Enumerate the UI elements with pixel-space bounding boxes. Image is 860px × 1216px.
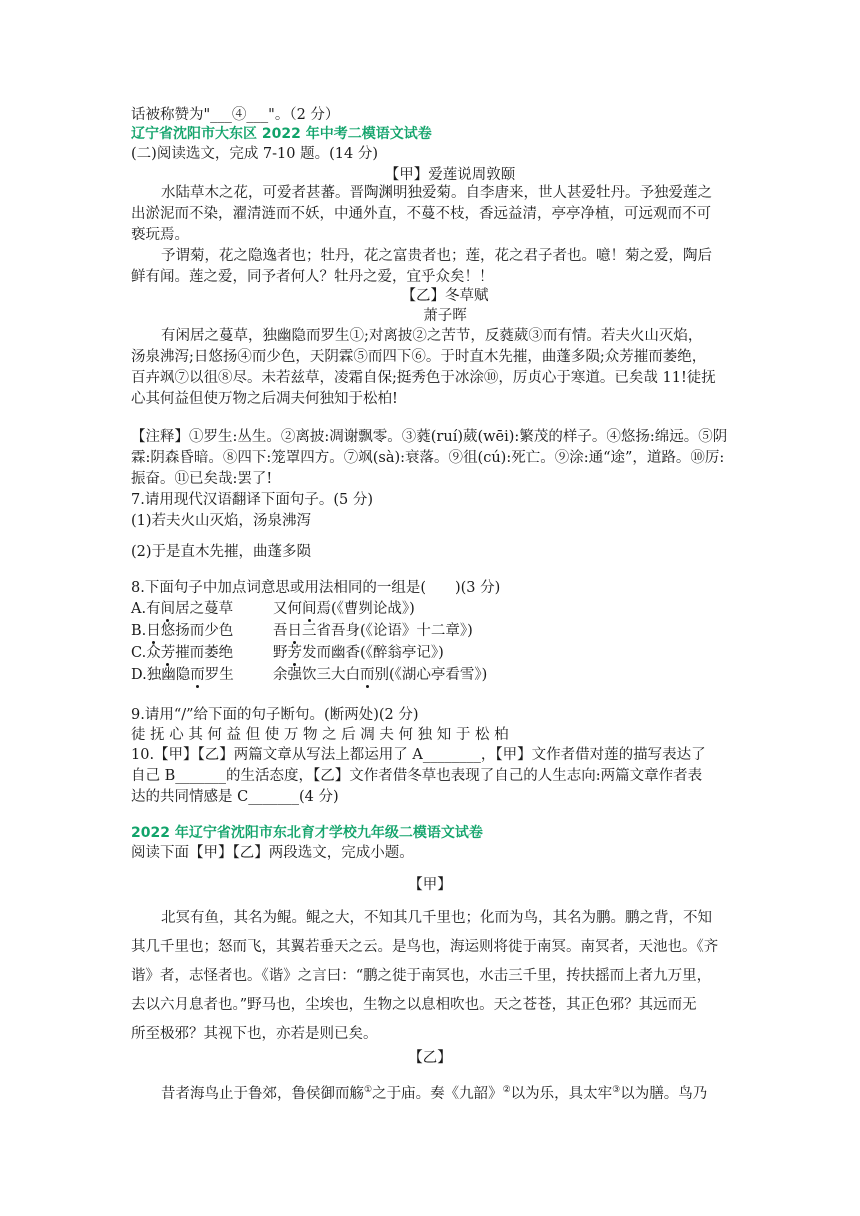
option-text: 野 <box>273 645 288 661</box>
yi-text: 以为乐，具太牢 <box>510 1085 613 1102</box>
option-text: 居之蔓草 <box>175 601 234 617</box>
q8-option-d <box>131 664 234 686</box>
dotted-word: 芳 <box>160 645 176 661</box>
option-label: A. <box>131 601 147 617</box>
yi-p-line: 心其何益但使万物之后凋夫何独知于松柏! <box>131 391 398 407</box>
option-text: 别(《湖心亭看雪》) <box>374 667 488 683</box>
yi-text: 昔者海鸟止于鲁郊，鲁侯御而觞 <box>161 1085 364 1102</box>
option-text: 又何 <box>273 601 302 617</box>
q8-option-d-compare <box>273 664 487 686</box>
dotted-word: 间 <box>302 601 317 617</box>
top-line-before: 话被称赞为" <box>131 107 211 123</box>
q8-option-a <box>131 598 233 620</box>
option-text: 悠扬而少色 <box>160 623 234 639</box>
notes-line: 霖:阴森昏暗。⑧四下:笼罩四方。⑦飒(sà):衰落。⑨徂(cú):死亡。⑨涂:通“途”，道路。⑩厉: <box>131 450 725 466</box>
yi-p-line: 汤泉沸泻;日悠扬④而少色，天阴霖⑤而四下⑥。于时直木先摧，曲蓬多陨;众芳摧而萎绝， <box>131 349 707 365</box>
yi-text: 以为膳。鸟乃 <box>620 1085 708 1102</box>
notes-line: 【注释】①罗生:丛生。②离披:凋谢飘零。③蕤(ruí)葳(wēi):繁茂的样子。④悠扬:绵远。⑤阴 <box>131 429 728 445</box>
blank-number: ④ <box>231 107 247 123</box>
option-text: 吾 <box>273 623 288 639</box>
option-text: 余强饮三大白 <box>273 667 360 683</box>
yi-text: 之于庙。奏《九韶》 <box>372 1085 503 1102</box>
section2-jia-line: 去以六月息者也。”野马也，尘埃也，生物之以息相吹也。天之苍苍，其正色邪？其远而无 <box>131 997 697 1013</box>
dotted-word: 日 <box>146 623 161 639</box>
option-text: 独幽隐 <box>146 667 191 683</box>
jia-p2-line: 鲜有闻。莲之爱，同予者何人？牡丹之爱，宜乎众矣！！ <box>131 269 494 285</box>
yi-p-line: 有闲居之蔓草，独幽隐而罗生①;对离披②之苦节，反蕤葳③而有情。若夫火山灭焰， <box>161 328 703 344</box>
jia-p1-line: 出淤泥而不染，濯清涟而不妖，中通外直，不蔓不枝，香远益清，亭亭净植，可远观而不可 <box>131 206 711 222</box>
section2-jia-line: 谐》者，志怪者也。《谐》之言曰：“鹏之徙于南冥也，水击三千里，抟扶摇而上者九万里， <box>131 968 712 984</box>
yi-p-line: 百卉飒⑦以徂⑧尽。未若兹草，凌霜自保;挺秀色于冰涂⑩，厉贞心于寒道。已矣哉 11!徒抚 <box>131 370 716 386</box>
q8-option-c-compare <box>273 642 444 664</box>
answer-blank: ___ <box>246 107 269 123</box>
option-text: 发而幽香(《醉翁亭记》) <box>302 645 444 661</box>
option-label: C. <box>131 645 147 661</box>
question-7-item-1: (1)若夫火山灭焰，汤泉沸泻 <box>131 513 312 529</box>
option-text: 众 <box>146 645 161 661</box>
question-7: 7.请用现代汉语翻译下面句子。(5 分) <box>131 492 373 508</box>
jia-p1-line: 亵玩焉。 <box>131 227 189 243</box>
dotted-word: 日 <box>287 623 302 639</box>
jia-p2-line: 予谓菊，花之隐逸者也；牡丹，花之富贵者也；莲，花之君子者也。噫！菊之爱，陶后 <box>161 248 712 264</box>
dotted-word: 间 <box>160 601 176 617</box>
q8-option-b-compare <box>273 620 473 642</box>
section2-jia-line: 北冥有鱼，其名为鲲。鲲之大，不知其几千里也；化而为鸟，其名为鹏。鹏之背，不知 <box>161 910 712 926</box>
option-label: B. <box>131 623 147 639</box>
section2-instruction: 阅读下面【甲】【乙】两段选文，完成小题。 <box>131 845 414 861</box>
yi-author: 萧子晖 <box>423 308 467 324</box>
dotted-word: 而 <box>190 667 205 683</box>
section2-jia-line: 其几千里也；怒而飞，其翼若垂天之云。是鸟也，海运则将徙于南冥。南冥者，天池也。《齐 <box>131 939 719 955</box>
q8-option-c <box>131 642 233 664</box>
dotted-word: 芳 <box>287 645 302 661</box>
footnote-mark: ② <box>502 1085 511 1095</box>
question-9: 9.请用“/”给下面的句子断句。(断两处)(2 分) <box>131 707 419 723</box>
q8-option-a-compare <box>273 598 415 620</box>
section1-instruction: (二)阅读选文，完成 7-10 题。(14 分) <box>131 146 378 162</box>
option-text: 摧而萎绝 <box>175 645 234 661</box>
jia-p1-line: 水陆草木之花，可爱者甚蕃。晋陶渊明独爱菊。自李唐来，世人甚爱牡丹。予独爱莲之 <box>161 185 712 201</box>
jia-title: 【甲】爱莲说周敦颐 <box>384 167 516 183</box>
footnote-mark: ③ <box>612 1085 621 1095</box>
footnote-mark: ① <box>364 1085 373 1095</box>
section2-heading: 2022 年辽宁省沈阳市东北育才学校九年级二模语文试卷 <box>131 825 483 841</box>
answer-blank: ___ <box>210 107 232 123</box>
yi-title: 【乙】冬草赋 <box>401 288 489 304</box>
option-text: 有 <box>146 601 161 617</box>
top-line-after: "。（2 分） <box>268 107 340 123</box>
section2-jia-title: 【甲】 <box>408 877 452 893</box>
dotted-word: 而 <box>360 667 375 683</box>
question-10-line: 10.【甲】【乙】两篇文章从写法上都运用了 A________，【甲】文作者借对莲的描写表达了 <box>131 747 706 763</box>
section2-yi-line <box>161 1076 707 1109</box>
question-8: 8.下面句子中加点词意思或用法相同的一组是( )(3 分) <box>131 580 501 596</box>
option-label: D. <box>131 667 147 683</box>
question-9-sentence: 徒 抚 心 其 何 益 但 使 万 物 之 后 凋 夫 何 独 知 于 松 柏 <box>131 727 509 743</box>
option-text: 罗生 <box>204 667 234 683</box>
option-text: 三省吾身(《论语》十二章》) <box>302 623 473 639</box>
section2-yi-title: 【乙】 <box>408 1050 452 1066</box>
section1-heading: 辽宁省沈阳市大东区 2022 年中考二模语文试卷 <box>131 126 432 142</box>
section2-jia-line: 所至极邪？其视下也，亦若是则已矣。 <box>131 1026 378 1042</box>
notes-line: 振奋。⑪已矣哉:罢了! <box>131 471 273 487</box>
question-10-line: 达的共同情感是 C_______(4 分) <box>131 789 339 805</box>
question-10-line: 自己 B_______的生活态度，【乙】文作者借冬草也表现了自己的人生志向:两篇文章作者表 <box>131 768 703 784</box>
q8-option-b <box>131 620 233 642</box>
option-text: 焉(《曹刿论战》) <box>316 601 415 617</box>
question-7-item-2: (2)于是直木先摧，曲蓬多陨 <box>131 544 312 560</box>
